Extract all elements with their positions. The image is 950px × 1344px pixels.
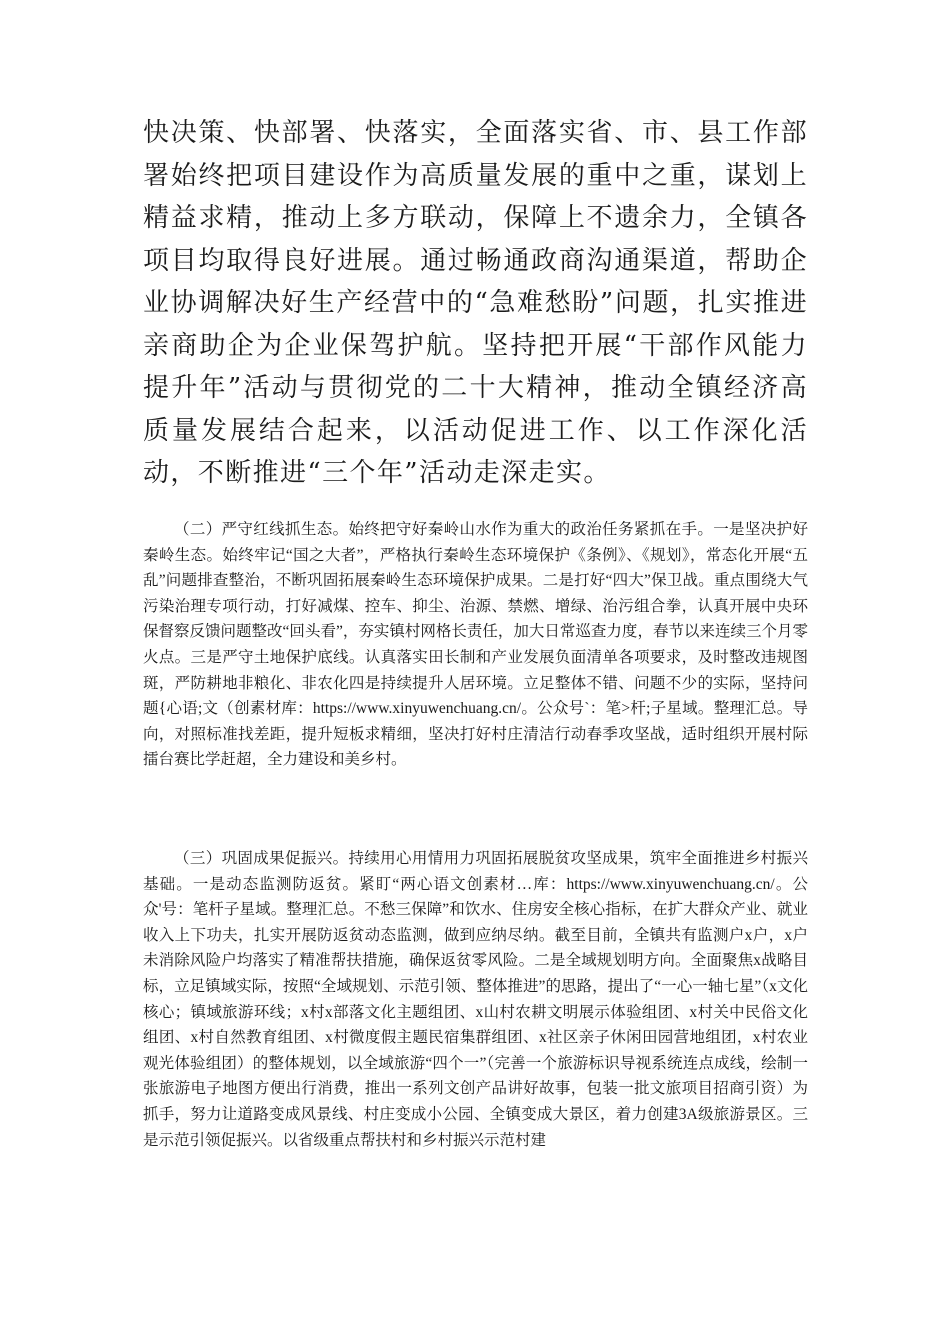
lead-paragraph: 快决策、快部署、快落实，全面落实省、市、县工作部署始终把项目建设作为高质量发展的重中之重，谋划上精益求精，推动上多方联动，保障上不遗余力，全镇各项目均取得良好进展。通过畅通政商沟通渠道，帮助企业协调解决好生产经营中的“急难愁盼”问题，扎实推进亲商助企为企业保驾护航。坚持把开展“干部作风能力提升年”活动与贯彻党的二十大精神，推动全镇经济高质量发展结合起来，以活动促进工作、以工作深化活动，不断推进“三个年”活动走深走实。 <box>143 118 808 488</box>
ecology-paragraph: （二）严守红线抓生态。始终把守好秦岭山水作为重大的政治任务紧抓在手。一是坚决护好秦岭生态。始终牢记“国之大者”，严格执行秦岭生态环境保护《条例》、《规划》，常态化开展“五乱”问题排查整治，不断巩固拓展秦岭生态环境保护成果。二是打好“四大”保卫战。重点围绕大气污染治理专项行动，打好减煤、控车、抑尘、治源、禁燃、增绿、治污组合拳，认真开展中央环保督察反馈问题整改“回头看”，夯实镇村网格长责任，加大日常巡查力度，春节以来连续三个月零火点。三是严守土地保护底线。认真落实田长制和产业发展负面清单各项要求，及时整改违规图斑，严防耕地非粮化、非农化四是持续提升人居环境。立足整体不错、问题不少的实际，坚持问题{心语;文（创素材库：https://www.xinyuwenchuang.cn/。公众号`：笔>杆;子星域。整理汇总。导向，对照标准找差距，提升短板求精细，坚决打好村庄清洁行动春季攻坚战，适时组织开展村际擂台赛比学赶超，全力建设和美乡村。 <box>143 521 808 769</box>
revitalization-paragraph: （三）巩固成果促振兴。持续用心用情用力巩固拓展脱贫攻坚成果，筑牢全面推进乡村振兴基础。一是动态监测防返贫。紧盯“两心语文创素材…库：https://www.xinyuwenchuang.cn/。公众'号：笔杆子星域。整理汇总。不愁三保障”和饮水、住房安全核心指标，在扩大群众产业、就业收入上下功夫，扎实开展防返贫动态监测，做到应纳尽纳。截至目前，全镇共有监测户x户，x户未消除风险户均落实了精准帮扶措施，确保返贫零风险。二是全域规划明方向。全面聚焦x战略目标，立足镇域实际，按照“全域规划、示范引领、整体推进”的思路，提出了“一心一轴七星”（x文化核心；镇域旅游环线；x村x部落文化主题组团、x山村农耕文明展示体验组团、x村关中民俗文化组团、x村自然教育组团、x村微度假主题民宿集群组团、x社区亲子休闲田园营地组团，x村农业观光体验组团）的整体规划，以全域旅游“四个一”（完善一个旅游标识导视系统连点成线，绘制一张旅游电子地图方便出行消费，推出一系列文创产品讲好故事，包装一批文旅项目招商引资）为抓手，努力让道路变成风景线、村庄变成小公园、全镇变成大景区，着力创建3A级旅游景区。三是示范引领促振兴。以省级重点帮扶村和乡村振兴示范村建 <box>143 850 808 1149</box>
